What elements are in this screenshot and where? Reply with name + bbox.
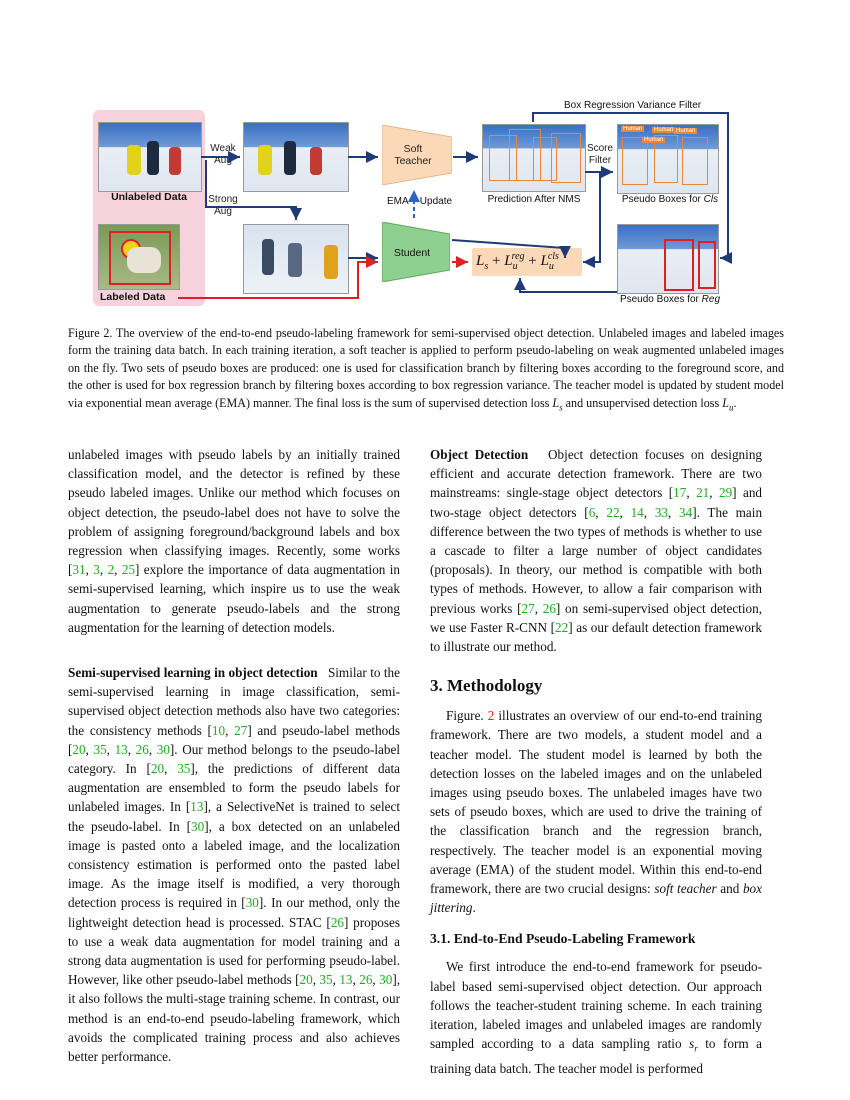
unlabeled-data-label: Unlabeled Data (111, 191, 187, 203)
pseudo-boxes-cls-label: Pseudo Boxes for Cls (621, 194, 719, 205)
weak-aug-label: Weak Aug (210, 143, 236, 166)
loss-formula: $L_s + L_u^{reg} + L_u^{cls}$ (476, 251, 559, 272)
box-reg-variance-filter-label: Box Regression Variance Filter (564, 100, 702, 111)
section-heading-object-detection: Object Detection (430, 447, 529, 462)
left-paragraph-1: unlabeled images with pseudo labels by an initially trained classification model, and the detector is refined by these pseudo labeled images. Unlike our method which focuses on object detection, the pseudo-label does not have to solve the problem of assigning foreground/background labels and box regression when classifying images. Recently, some works [31, 3, 2, 25] explore the importance of data augmentation in semi-supervised learning, which inspire us to use the weak augmentation to generate pseudo-labels and the strong augmentation for the learning of detection models. (68, 447, 401, 635)
human-tag: Human (623, 126, 643, 132)
figure-arrows (0, 0, 850, 320)
pseudo-boxes-reg-label: Pseudo Boxes for Reg (619, 294, 721, 305)
section-3-heading: 3. Methodology (430, 676, 543, 696)
human-tag: Human (644, 137, 664, 143)
right-paragraph-methodology: Figure. 2 illustrates an overview of our end-to-end training framework. There are two models, a student model and a teacher model. The student model is learned by both the detection losses on the labeled images and on the unlabeled images using pseudo boxes. The unlabeled images have two sets of pseudo boxes, which are used to drive the training of the classification branch and the regression branch, respectively. The teacher model is an exponential moving average (EMA) of the student model. Within this end-to-end framework, there are two crucial designs: soft teacher and box jittering. (430, 708, 762, 916)
right-paragraph-object-detection: Object Detection Object detection focuses on designing efficient and accurate detection framework. There are two mainstreams: single-stage object detectors [17, 21, 29] and two-stage object detectors [6, 22, 14, 33, 34]. The main difference between the two types of methods is whether to use a cascade to filter a large number of object candidates (proposals). In theory, our method is compatible with both types of methods. However, to allow a fair comparison with previous works [27, 26] on semi-supervised object detection, we use Faster R-CNN [22] as our default detection framework to illustrate our method. (430, 447, 763, 655)
section-heading-ssl-od: Semi-supervised learning in object detection (68, 665, 318, 681)
human-tag: Human (676, 128, 696, 134)
ema-update-label: EMA Update (387, 196, 453, 207)
left-column (68, 445, 400, 1066)
caption-text: The overview of the end-to-end pseudo-labeling framework for semi-supervised object detection. Unlabeled images and labeled images form the training data batch. In each training iteration, a soft teacher is applied to perform pseudo-labeling on weak augmented unlabeled images on the fly. Two sets of pseudo boxes are produced: one is used for classification branch by filtering boxes according to the foreground score, and the other is used for box regression branch by filtering boxes according to box regression variance. The teacher model is updated by student model via exponential mean average (EMA) manner. The final loss is the sum of supervised detection loss (68, 326, 784, 410)
soft-teacher-label: Soft Teacher (394, 143, 432, 167)
score-filter-label: Score Filter (586, 143, 614, 166)
student-label: Student (393, 247, 431, 259)
section-3-1-heading: 3.1. End-to-End Pseudo-Labeling Framework (430, 931, 696, 947)
figure-caption: Figure 2. The overview of the end-to-end pseudo-labeling framework for semi-supervised object detection. Unlabeled images and labeled images form the training data batch. In each training iteration, a soft teacher is applied to perform pseudo-labeling on weak augmented unlabeled images on the fly. Two sets of pseudo boxes are produced: one is used for classification branch by filtering boxes according to the foreground score, and the other is used for box regression branch by filtering boxes according to box regression variance. The teacher model is updated by student model via exponential mean average (EMA) manner. The final loss is the sum of supervised detection loss $L_s$ and unsupervised detection loss $L_u$. (68, 326, 784, 413)
right-column (430, 445, 762, 1078)
labeled-data-label: Labeled Data (100, 291, 166, 303)
strong-aug-label: Strong Aug (208, 194, 238, 217)
human-tag: Human (654, 127, 674, 133)
right-paragraph-framework: We first introduce the end-to-end framework for pseudo-label based semi-supervised object detection. Our approach follows the teacher-student training scheme. In each training iteration, labeled images and unlabeled images are randomly sampled according to a data sampling ratio $s_r$ to form a training data batch. The teacher model is performed (430, 959, 762, 1077)
left-paragraph-2: Semi-supervised learning in object detection Similar to the semi-supervised learning in image classification, semi-supervised object detection methods also have two categories: the consistency methods [10, 27] and pseudo-label methods [20, 35, 13, 26, 30]. Our method belongs to the pseudo-label category. In [20, 35], the predictions of different data augmentation are ensembled to form the pseudo labels for unlabeled images. In [13], a SelectiveNet is trained to select the pseudo-label. In [30], a box detected on an unlabeled image is pasted onto a labeled image, and the localization consistency estimation is performed onto the pasted label image. As the image itself is modified, a very thorough detection process is required in [30]. In our method, only the lightweight detection head is processed. STAC [26] proposes to use a weak data augmentation for model training and a strong data augmentation is used for performing pseudo-label. However, like other pseudo-label methods [20, 35, 13, 26, 30], it also follows the multi-stage training scheme. In contrast, our method is an end-to-end pseudo-labeling framework, which avoids the complicated training process and also achieves better performance. (68, 665, 401, 1065)
caption-prefix: Figure 2. (68, 326, 113, 340)
prediction-after-nms-label: Prediction After NMS (487, 194, 581, 205)
